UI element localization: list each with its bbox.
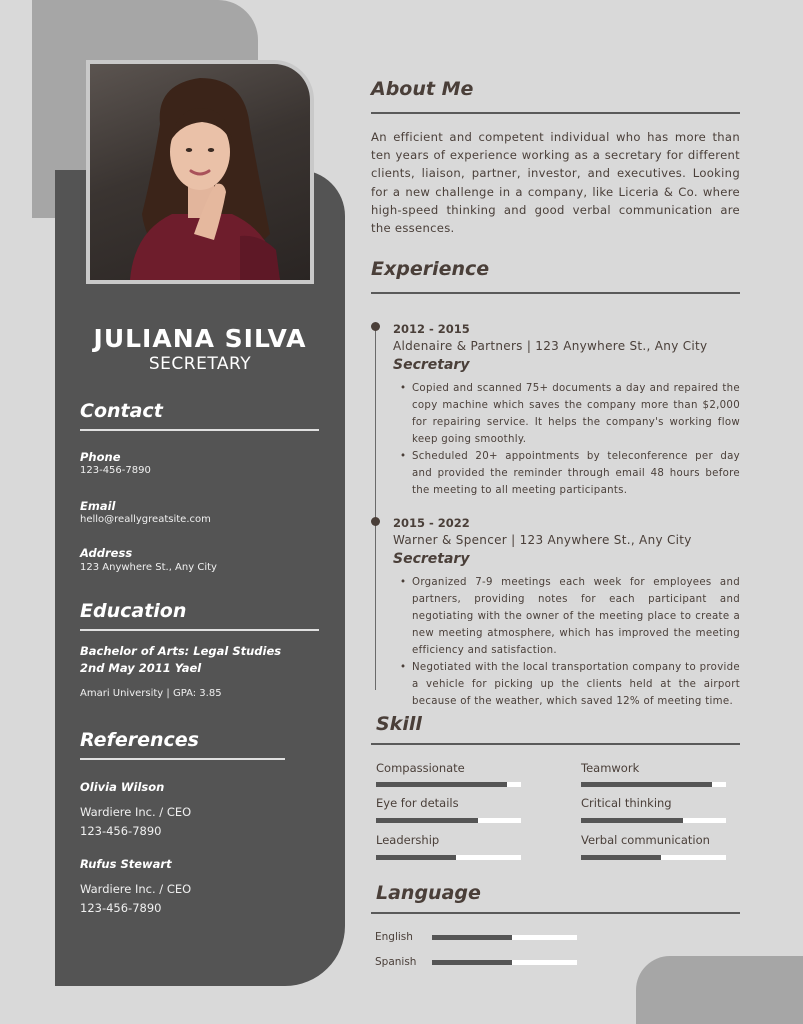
portrait-illustration [90, 64, 310, 280]
language-heading: Language [376, 882, 481, 904]
job-bullet: • Copied and scanned 75+ documents a day and repaired the copy machine which saves the company more than $2,000 for repairing service. It helps the company's working flow keep going smoothly. [400, 380, 740, 448]
skill-bar [581, 782, 726, 787]
contact-heading: Contact [80, 400, 163, 422]
person-name: JULIANA SILVA [93, 324, 307, 353]
email-label: Email [80, 499, 116, 513]
contact-divider [80, 429, 319, 431]
experience-timeline [375, 326, 376, 690]
language-bar [432, 960, 577, 965]
job-title: Secretary [393, 357, 470, 373]
decor-block-bottom [636, 956, 803, 1024]
references-divider [80, 758, 285, 760]
address-label: Address [80, 546, 133, 560]
language-bar [432, 935, 577, 940]
about-heading: About Me [371, 78, 474, 100]
reference-phone: 123-456-7890 [80, 901, 162, 915]
skill-bar [376, 782, 521, 787]
job-bullets [400, 574, 740, 710]
language-divider [371, 912, 740, 914]
skill-bar [376, 818, 521, 823]
education-heading: Education [80, 600, 187, 622]
skill-bar-fill [376, 818, 478, 823]
timeline-dot [371, 517, 380, 526]
skill-bar-fill [376, 782, 507, 787]
experience-heading: Experience [371, 258, 490, 280]
skill-label: Verbal communication [581, 833, 710, 847]
skill-label: Eye for details [376, 796, 459, 810]
profile-photo [90, 64, 310, 280]
references-heading: References [80, 729, 199, 751]
profile-photo-frame [86, 60, 314, 284]
skill-bar [581, 855, 726, 860]
job-company: Aldenaire & Partners | 123 Anywhere St., Any City [393, 339, 708, 353]
language-label: English [375, 931, 413, 943]
education-degree: Bachelor of Arts: Legal Studies [80, 644, 282, 658]
skill-bar [581, 818, 726, 823]
skill-label: Critical thinking [581, 796, 672, 810]
job-years: 2015 - 2022 [393, 516, 470, 530]
education-school: Amari University | GPA: 3.85 [80, 688, 222, 699]
skill-bar-fill [581, 782, 712, 787]
about-text: An efficient and competent individual who has more than ten years of experience working as a secretary for different clients, liaison, partner, investor, and executives. Looking for a new challenge in a company, like Liceria & Co. where high-speed thinking and good verbal communication are the essences. [371, 130, 740, 236]
job-bullet: • Organized 7-9 meetings each week for employees and partners, providing notes for each participant and negotiating with the owner of the meeting place to create a new meeting atmosphere, which has improved the meeting efficiency and satisfaction. [400, 574, 740, 659]
about-divider [371, 112, 740, 114]
skill-label: Teamwork [581, 761, 640, 775]
education-date: 2nd May 2011 Yael [80, 661, 202, 675]
skill-divider [371, 743, 740, 745]
skill-bar-fill [376, 855, 456, 860]
language-label: Spanish [375, 956, 417, 968]
job-title: Secretary [393, 551, 470, 567]
job-bullet: • Negotiated with the local transportation company to provide a vehicle for picking up the clients held at the airport because of the weather, which saved 12% of meeting time. [400, 659, 740, 710]
skill-label: Leadership [376, 833, 440, 847]
skill-bar-fill [581, 855, 661, 860]
skill-label: Compassionate [376, 761, 465, 775]
email-value: hello@reallygreatsite.com [80, 514, 211, 525]
person-role: SECRETARY [148, 354, 252, 374]
timeline-dot [371, 322, 380, 331]
language-bar-fill [432, 935, 512, 940]
address-value: 123 Anywhere St., Any City [80, 562, 217, 573]
phone-label: Phone [80, 450, 121, 464]
reference-phone: 123-456-7890 [80, 824, 162, 838]
job-company: Warner & Spencer | 123 Anywhere St., Any City [393, 533, 692, 547]
job-bullet: • Scheduled 20+ appointments by teleconference per day and provided the reminder through email 48 hours before the meeting to all meeting participants. [400, 448, 740, 499]
reference-name: Olivia Wilson [80, 780, 165, 794]
reference-company: Wardiere Inc. / CEO [80, 805, 192, 819]
job-years: 2012 - 2015 [393, 322, 470, 336]
experience-divider [371, 292, 740, 294]
phone-value: 123-456-7890 [80, 465, 151, 476]
skill-heading: Skill [376, 713, 422, 735]
reference-company: Wardiere Inc. / CEO [80, 882, 192, 896]
education-divider [80, 629, 319, 631]
skill-bar [376, 855, 521, 860]
job-bullets [400, 380, 740, 499]
language-bar-fill [432, 960, 512, 965]
reference-name: Rufus Stewart [80, 857, 172, 871]
skill-bar-fill [581, 818, 683, 823]
